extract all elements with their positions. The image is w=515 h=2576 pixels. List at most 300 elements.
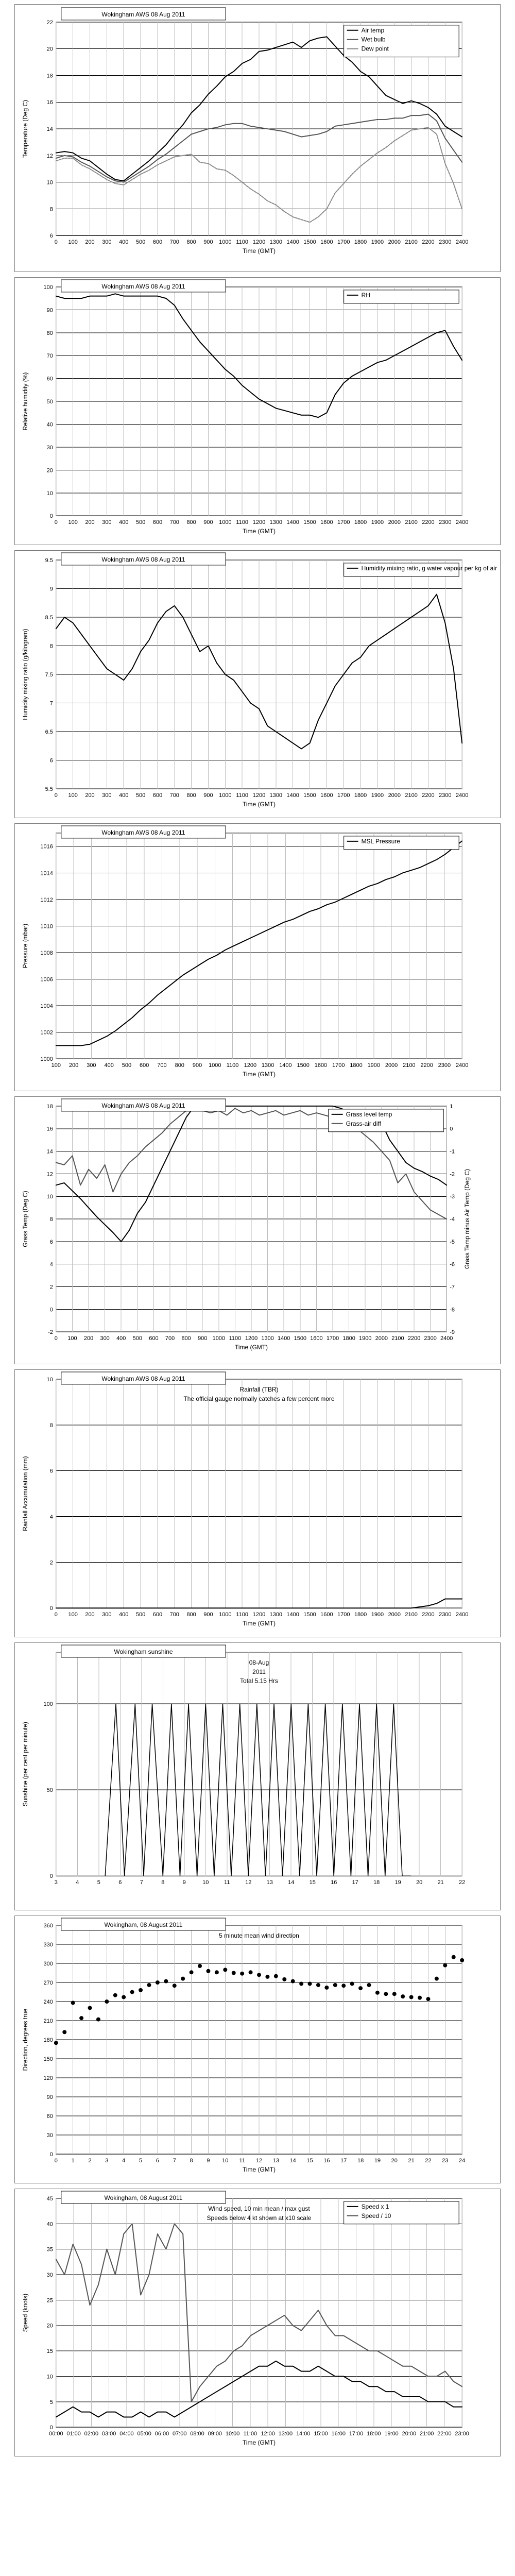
y-tick-label: 1002 <box>40 1029 53 1036</box>
x-tick-label: 21 <box>408 2158 415 2164</box>
x-tick-label: 21 <box>437 1879 444 1886</box>
y-tick-label: 5 <box>49 2399 53 2405</box>
x-tick-label: 1700 <box>326 1335 339 1342</box>
y-axis-label: Grass Temp (Deg C) <box>21 1191 29 1247</box>
x-tick-label: 500 <box>135 792 146 799</box>
y-tick-label: 2 <box>49 1560 53 1566</box>
y-tick-label: 100 <box>43 284 53 291</box>
x-tick-label: 10:00 <box>225 2431 240 2437</box>
x-tick-label: 1100 <box>236 239 248 246</box>
x-tick-label: 5 <box>97 1879 100 1886</box>
legend-label: RH <box>361 291 370 299</box>
x-tick-label: 03:00 <box>101 2431 116 2437</box>
x-tick-label: 9 <box>182 1879 186 1886</box>
x-tick-label: 1900 <box>371 792 384 799</box>
scatter-point <box>257 1973 261 1977</box>
x-tick-label: 2000 <box>388 792 401 799</box>
x-tick-label: 10 <box>222 2158 229 2164</box>
y-right-tick-label: -5 <box>450 1239 455 1245</box>
scatter-point <box>282 1977 286 1981</box>
x-tick-label: 700 <box>169 519 179 526</box>
x-tick-label: 12:00 <box>261 2431 275 2437</box>
x-tick-label: 20 <box>391 2158 398 2164</box>
chart-subtitle: 08-Aug <box>249 1658 269 1666</box>
scatter-point <box>265 1975 269 1979</box>
x-tick-label: 1500 <box>303 519 316 526</box>
x-tick-label: 200 <box>83 1335 94 1342</box>
x-tick-label: 200 <box>85 1612 95 1618</box>
x-tick-label: 1300 <box>269 519 283 526</box>
y-tick-label: 20 <box>46 2323 53 2329</box>
x-tick-label: 14 <box>288 1879 295 1886</box>
x-tick-label: 2400 <box>455 1062 469 1069</box>
x-tick-label: 300 <box>102 519 112 526</box>
x-tick-label: 1900 <box>371 519 384 526</box>
y-tick-label: 10 <box>46 2374 53 2380</box>
chart-year: 2011 <box>252 1668 266 1675</box>
x-tick-label: 1700 <box>337 1612 350 1618</box>
x-tick-label: 2000 <box>375 1335 388 1342</box>
chart-panel <box>14 277 501 545</box>
x-axis-label: Time (GMT) <box>242 528 276 535</box>
x-tick-label: 400 <box>119 519 129 526</box>
x-tick-label: 2100 <box>405 519 418 526</box>
x-tick-label: 2100 <box>403 1062 416 1069</box>
x-tick-label: 1600 <box>314 1062 328 1069</box>
x-tick-label: 1700 <box>332 1062 345 1069</box>
x-tick-label: 900 <box>203 792 213 799</box>
scatter-point <box>79 2016 83 2020</box>
x-tick-label: 1400 <box>286 239 299 246</box>
x-tick-label: 2200 <box>422 239 435 246</box>
scatter-point <box>435 1977 439 1981</box>
x-tick-label: 300 <box>102 239 112 246</box>
y-tick-label: 0 <box>49 1605 53 1612</box>
y-tick-label: 90 <box>46 307 53 314</box>
x-axis-label: Time (GMT) <box>242 2439 276 2447</box>
y-tick-label: 1010 <box>40 923 53 930</box>
chart-panel <box>14 4 501 272</box>
y-tick-label: 35 <box>46 2246 53 2253</box>
x-tick-label: 900 <box>192 1062 202 1069</box>
y-tick-label: 8.5 <box>45 614 53 621</box>
y-right-tick-label: -7 <box>450 1284 455 1291</box>
x-tick-label: 1000 <box>212 1335 226 1342</box>
x-tick-label: 700 <box>157 1062 167 1069</box>
scatter-point <box>460 1958 464 1962</box>
y-tick-label: 15 <box>46 2348 53 2355</box>
scatter-point <box>392 1992 397 1996</box>
y-tick-label: 10 <box>46 1194 53 1200</box>
y-right-tick-label: -9 <box>450 1329 455 1336</box>
y-tick-label: 14 <box>46 126 53 133</box>
y-tick-label: 60 <box>46 376 53 382</box>
y-tick-label: -2 <box>48 1329 53 1336</box>
x-tick-label: 1100 <box>236 1612 248 1618</box>
chart-title: Wokingham sunshine <box>114 1648 173 1655</box>
y-tick-label: 9 <box>49 586 53 592</box>
x-tick-label: 1300 <box>269 239 283 246</box>
y-tick-label: 120 <box>43 2075 53 2082</box>
scatter-point <box>299 1981 303 1986</box>
x-tick-label: 500 <box>132 1335 142 1342</box>
y-tick-label: 100 <box>43 1701 53 1708</box>
y-tick-label: 4 <box>49 1261 53 1268</box>
y-tick-label: 30 <box>46 2272 53 2279</box>
y-tick-label: 0 <box>49 1873 53 1880</box>
chart-annotation: The official gauge normally catches a few percent more <box>183 1395 335 1402</box>
scatter-point <box>71 2001 75 2005</box>
y-tick-label: 30 <box>46 444 53 451</box>
x-tick-label: 300 <box>102 792 112 799</box>
y-tick-label: 50 <box>46 399 53 405</box>
x-tick-label: 16 <box>331 1879 337 1886</box>
x-tick-label: 1200 <box>252 239 266 246</box>
y-tick-label: 7 <box>49 700 53 707</box>
x-tick-label: 1000 <box>219 519 232 526</box>
x-tick-label: 16:00 <box>331 2431 346 2437</box>
scatter-point <box>367 1983 371 1987</box>
legend-label: Humidity mixing ratio, g water vapour per kg of air <box>361 564 497 572</box>
y-tick-label: 0 <box>49 1307 53 1313</box>
x-tick-label: 23 <box>442 2158 449 2164</box>
y-tick-label: 50 <box>46 1787 53 1794</box>
y-axis-label: Pressure (mbar) <box>21 923 29 969</box>
x-tick-label: 500 <box>122 1062 132 1069</box>
scatter-point <box>333 1983 337 1987</box>
scatter-point <box>54 2041 58 2045</box>
x-tick-label: 0 <box>54 1612 58 1618</box>
y-axis-label: Relative humidity (%) <box>21 372 29 431</box>
scatter-point <box>96 2018 100 2022</box>
x-tick-label: 0 <box>54 1335 58 1342</box>
y-axis-label: Speed (knots) <box>21 2293 29 2332</box>
x-tick-label: 1400 <box>286 792 299 799</box>
x-tick-label: 200 <box>85 519 95 526</box>
x-tick-label: 900 <box>198 1335 208 1342</box>
x-axis-label: Time (GMT) <box>242 247 276 255</box>
scatter-point <box>206 1969 210 1973</box>
x-tick-label: 1900 <box>371 1612 384 1618</box>
x-tick-label: 1300 <box>261 1335 274 1342</box>
x-tick-label: 1900 <box>367 1062 380 1069</box>
x-tick-label: 4 <box>122 2158 126 2164</box>
x-tick-label: 08:00 <box>190 2431 204 2437</box>
y-tick-label: 5.5 <box>45 786 53 793</box>
x-tick-label: 1200 <box>244 1062 257 1069</box>
x-tick-label: 1900 <box>359 1335 372 1342</box>
x-tick-label: 2200 <box>422 519 435 526</box>
x-tick-label: 15 <box>306 2158 313 2164</box>
x-tick-label: 1400 <box>286 519 299 526</box>
y-right-tick-label: -4 <box>450 1216 455 1223</box>
scatter-point <box>122 1995 126 1999</box>
x-tick-label: 500 <box>135 239 146 246</box>
scatter-point <box>88 2006 92 2010</box>
x-tick-label: 200 <box>68 1062 79 1069</box>
y-tick-label: 20 <box>46 467 53 474</box>
x-tick-label: 600 <box>152 519 163 526</box>
y-tick-label: 150 <box>43 2056 53 2063</box>
y-tick-label: 14 <box>46 1148 53 1155</box>
x-tick-label: 2400 <box>455 792 469 799</box>
scatter-point <box>105 1999 109 2004</box>
y-right-tick-label: -3 <box>450 1194 455 1200</box>
chart-svg <box>15 1097 500 1364</box>
x-tick-label: 400 <box>119 792 129 799</box>
x-tick-label: 0 <box>54 2158 58 2164</box>
x-tick-label: 2300 <box>439 239 452 246</box>
scatter-point <box>324 1986 329 1990</box>
y-tick-label: 1012 <box>40 896 53 903</box>
x-tick-label: 00:00 <box>49 2431 63 2437</box>
y-tick-label: 1008 <box>40 950 53 956</box>
x-tick-label: 11 <box>239 2158 245 2164</box>
x-tick-label: 1800 <box>354 519 367 526</box>
chart-svg <box>15 1916 500 2183</box>
y-tick-label: 1006 <box>40 976 53 983</box>
x-tick-label: 900 <box>203 1612 213 1618</box>
x-tick-label: 04:00 <box>119 2431 134 2437</box>
y-right-tick-label: -6 <box>450 1261 455 1268</box>
x-tick-label: 20:00 <box>402 2431 417 2437</box>
x-tick-label: 2200 <box>422 792 435 799</box>
x-tick-label: 16 <box>323 2158 330 2164</box>
scatter-point <box>384 1992 388 1996</box>
x-tick-label: 700 <box>169 792 179 799</box>
scatter-point <box>308 1981 312 1986</box>
y-tick-label: 0 <box>49 2151 53 2158</box>
scatter-point <box>443 1963 447 1968</box>
x-tick-label: 600 <box>152 239 163 246</box>
x-tick-label: 11:00 <box>243 2431 258 2437</box>
x-tick-label: 1800 <box>354 1612 367 1618</box>
scatter-point <box>190 1970 194 1974</box>
scatter-point <box>341 1984 346 1988</box>
y-tick-label: 12 <box>46 152 53 159</box>
x-tick-label: 900 <box>203 519 213 526</box>
chart-panel <box>14 2189 501 2456</box>
legend-label: Wet bulb <box>361 36 386 43</box>
x-tick-label: 1100 <box>236 519 248 526</box>
y-tick-label: 6 <box>49 1239 53 1245</box>
x-tick-label: 100 <box>68 792 78 799</box>
y-axis-label: Direction, degrees true <box>21 2008 29 2071</box>
x-tick-label: 300 <box>102 1612 112 1618</box>
y-tick-label: 40 <box>46 421 53 428</box>
y-tick-label: 16 <box>46 1126 53 1132</box>
y-axis-label: Humidity mixing ratio (g/kilogram) <box>21 629 29 720</box>
x-tick-label: 1500 <box>294 1335 307 1342</box>
y-tick-label: 6 <box>49 1468 53 1475</box>
x-tick-label: 22 <box>459 1879 466 1886</box>
chart-total: Total 5.15 Hrs <box>240 1677 278 1685</box>
y-tick-label: 90 <box>46 2094 53 2101</box>
chart-subtitle: Wind speed, 10 min mean / max gust <box>208 2205 310 2212</box>
x-tick-label: 24 <box>459 2158 466 2164</box>
scatter-point <box>350 1981 354 1986</box>
x-tick-label: 1300 <box>261 1062 274 1069</box>
x-tick-label: 11 <box>224 1879 230 1886</box>
x-tick-label: 12 <box>245 1879 252 1886</box>
scatter-point <box>452 1955 456 1959</box>
y-tick-label: 30 <box>46 2132 53 2139</box>
x-tick-label: 800 <box>186 792 196 799</box>
scatter-point <box>223 1968 227 1972</box>
x-tick-label: 1700 <box>337 519 350 526</box>
y-tick-label: 22 <box>46 19 53 26</box>
y-right-tick-label: -2 <box>450 1171 455 1178</box>
x-tick-label: 1100 <box>226 1062 239 1069</box>
x-tick-label: 2100 <box>391 1335 404 1342</box>
scatter-point <box>401 1994 405 1998</box>
x-tick-label: 2300 <box>424 1335 437 1342</box>
plot-area <box>56 1652 462 1876</box>
legend-label: Air temp <box>361 26 385 34</box>
y-tick-label: 360 <box>43 1922 53 1929</box>
y-tick-label: 1000 <box>40 1056 53 1063</box>
chart-panel <box>14 1642 501 1910</box>
y-tick-label: 18 <box>46 73 53 79</box>
x-tick-label: 22 <box>425 2158 432 2164</box>
legend-label: Grass-air diff <box>346 1120 381 1127</box>
x-tick-label: 2000 <box>385 1062 398 1069</box>
scatter-point <box>164 1979 168 1984</box>
chart-panel <box>14 550 501 818</box>
x-tick-label: 2400 <box>440 1335 453 1342</box>
x-tick-label: 2100 <box>405 239 418 246</box>
y-right-tick-label: 1 <box>450 1103 453 1110</box>
chart-svg <box>15 2189 500 2456</box>
x-tick-label: 0 <box>54 519 58 526</box>
chart-panel <box>14 1916 501 2183</box>
scatter-point <box>156 1980 160 1985</box>
x-tick-label: 15:00 <box>314 2431 328 2437</box>
x-tick-label: 500 <box>135 519 146 526</box>
x-tick-label: 1800 <box>354 239 367 246</box>
x-tick-label: 1000 <box>219 1612 232 1618</box>
x-tick-label: 1200 <box>245 1335 258 1342</box>
scatter-point <box>181 1977 185 1981</box>
x-tick-label: 400 <box>104 1062 114 1069</box>
x-tick-label: 14 <box>289 2158 296 2164</box>
x-tick-label: 600 <box>149 1335 159 1342</box>
scatter-point <box>358 1986 363 1990</box>
x-tick-label: 12 <box>255 2158 263 2164</box>
x-tick-label: 19:00 <box>384 2431 399 2437</box>
scatter-point <box>240 1972 244 1976</box>
y-tick-label: 180 <box>43 2037 53 2044</box>
x-tick-label: 1300 <box>269 1612 283 1618</box>
scatter-point <box>409 1995 414 1999</box>
x-tick-label: 1800 <box>350 1062 363 1069</box>
x-tick-label: 3 <box>54 1879 58 1886</box>
chart-title: Wokingham AWS 08 Aug 2011 <box>101 555 185 563</box>
x-tick-label: 09:00 <box>208 2431 222 2437</box>
y-right-tick-label: -8 <box>450 1307 455 1313</box>
x-tick-label: 200 <box>85 239 95 246</box>
x-axis-label: Time (GMT) <box>242 801 276 808</box>
x-tick-label: 1600 <box>310 1335 323 1342</box>
y-tick-label: 9.5 <box>45 557 53 564</box>
x-tick-label: 1100 <box>236 792 248 799</box>
legend-label: Dew point <box>361 45 389 53</box>
scatter-point <box>291 1979 295 1984</box>
x-tick-label: 1300 <box>269 792 283 799</box>
legend-label: Speed / 10 <box>361 2212 391 2219</box>
x-tick-label: 02:00 <box>84 2431 99 2437</box>
x-tick-label: 400 <box>119 239 129 246</box>
y-tick-label: 240 <box>43 1999 53 2006</box>
scatter-point <box>62 2030 66 2034</box>
x-tick-label: 18 <box>373 1879 380 1886</box>
x-tick-label: 1 <box>71 2158 75 2164</box>
chart-svg <box>15 824 500 1091</box>
x-tick-label: 100 <box>67 1335 77 1342</box>
x-tick-label: 600 <box>152 792 163 799</box>
x-tick-label: 400 <box>119 1612 129 1618</box>
x-tick-label: 800 <box>186 1612 196 1618</box>
chart-title: Wokingham AWS 08 Aug 2011 <box>101 828 185 836</box>
x-tick-label: 800 <box>186 519 196 526</box>
x-tick-label: 2100 <box>405 792 418 799</box>
y-right-tick-label: 0 <box>450 1126 453 1132</box>
plot-area <box>56 2198 462 2427</box>
x-tick-label: 2300 <box>438 1062 451 1069</box>
x-tick-label: 0 <box>54 792 58 799</box>
chart-title: Wokingham, 08 August 2011 <box>104 1921 183 1928</box>
x-tick-label: 1400 <box>279 1062 292 1069</box>
x-tick-label: 3 <box>105 2158 109 2164</box>
x-tick-label: 1100 <box>229 1335 242 1342</box>
x-tick-label: 1000 <box>219 239 232 246</box>
y-tick-label: 10 <box>46 490 53 497</box>
y-axis-label: Rainfall Accumulation (mm) <box>21 1456 29 1531</box>
x-tick-label: 4 <box>76 1879 79 1886</box>
x-tick-label: 07:00 <box>173 2431 187 2437</box>
scatter-point <box>173 1984 177 1988</box>
x-tick-label: 400 <box>116 1335 126 1342</box>
x-tick-label: 06:00 <box>154 2431 169 2437</box>
y-tick-label: 16 <box>46 99 53 106</box>
x-axis-label: Time (GMT) <box>242 1071 276 1078</box>
x-tick-label: 1500 <box>297 1062 310 1069</box>
y-tick-label: 8 <box>49 643 53 650</box>
x-tick-label: 05:00 <box>137 2431 151 2437</box>
x-tick-label: 2200 <box>422 1612 435 1618</box>
x-tick-label: 13 <box>272 2158 279 2164</box>
y-tick-label: 4 <box>49 1514 53 1520</box>
y-tick-label: 270 <box>43 1979 53 1986</box>
chart-note: Speeds below 4 kt shown at x10 scale <box>207 2214 312 2222</box>
x-tick-label: 2400 <box>455 519 469 526</box>
legend-label: Speed x 1 <box>361 2202 389 2210</box>
scatter-point <box>249 1970 253 1974</box>
x-tick-label: 1200 <box>252 792 266 799</box>
y-tick-label: 25 <box>46 2297 53 2304</box>
x-tick-label: 2200 <box>407 1335 421 1342</box>
x-tick-label: 700 <box>165 1335 175 1342</box>
x-tick-label: 100 <box>68 239 78 246</box>
x-tick-label: 300 <box>87 1062 96 1069</box>
scatter-point <box>215 1970 219 1974</box>
x-tick-label: 19 <box>374 2158 381 2164</box>
x-tick-label: 2100 <box>405 1612 418 1618</box>
x-tick-label: 1400 <box>286 1612 299 1618</box>
x-tick-label: 1700 <box>337 239 350 246</box>
x-tick-label: 2 <box>88 2158 92 2164</box>
x-tick-label: 01:00 <box>66 2431 81 2437</box>
